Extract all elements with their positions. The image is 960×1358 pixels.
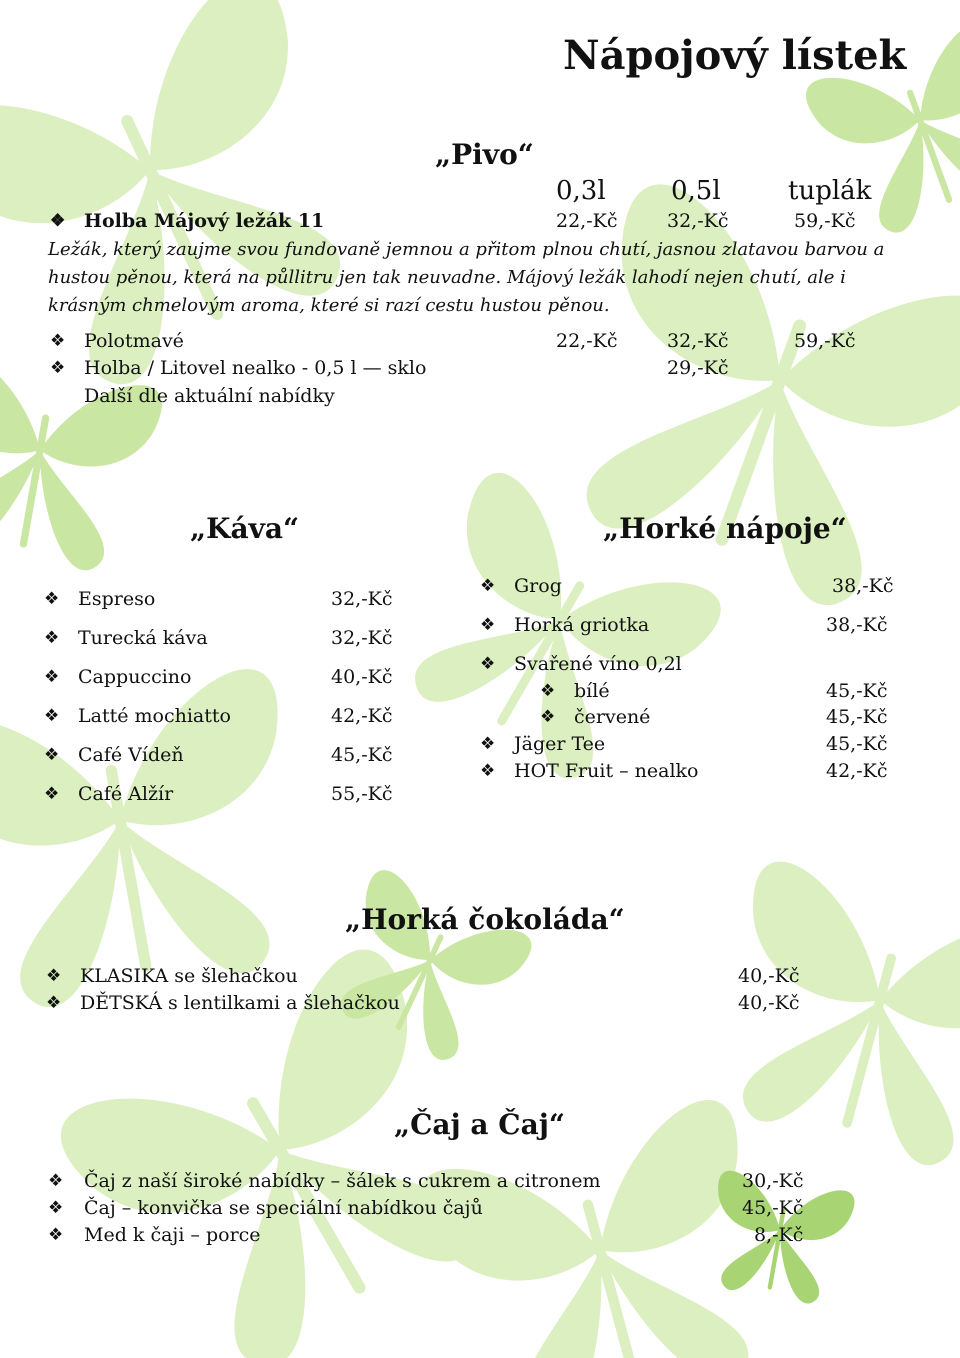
bullet-icon: ❖ (46, 966, 62, 986)
item-price: 40,-Kč (738, 965, 800, 987)
item-price: 45,-Kč (742, 1197, 804, 1219)
pivo-item-name: Holba / Litovel nealko - 0,5 l — sklo (84, 357, 427, 379)
item-price: 30,-Kč (742, 1170, 804, 1192)
bullet-icon: ❖ (44, 784, 60, 804)
section-heading-horke-napoje: „Horké nápoje“ (603, 512, 847, 545)
pivo-item-price-3: 59,-Kč (794, 330, 856, 352)
pivo-item-name: Polotmavé (84, 330, 184, 352)
pivo-main-price-2: 32,-Kč (667, 210, 729, 232)
pivo-item (48, 357, 928, 383)
item-price: 45,-Kč (826, 680, 888, 702)
bullet-icon: ❖ (50, 211, 66, 231)
bullet-icon: ❖ (44, 667, 60, 687)
item-price: 42,-Kč (826, 760, 888, 782)
pivo-description (48, 236, 898, 320)
bullet-icon: ❖ (50, 358, 66, 378)
item-name: Café Alžír (78, 783, 174, 805)
pivo-main-item (48, 210, 928, 236)
description-line: krásným chmelovým aroma, které si razí cestu hustou pěnou. (48, 295, 610, 316)
item-name: KLASIKA se šlehačkou (80, 965, 298, 987)
pivo-main-price-3: 59,-Kč (794, 210, 856, 232)
section-heading-cokolada: „Horká čokoláda“ (345, 903, 625, 936)
item-name: Café Vídeň (78, 744, 184, 766)
bullet-icon: ❖ (480, 761, 496, 781)
bullet-icon: ❖ (44, 745, 60, 765)
item-name: Horká griotka (514, 614, 650, 636)
section-heading-pivo: „Pivo“ (435, 138, 534, 171)
pivo-item-price-1: 22,-Kč (556, 330, 618, 352)
item-name: Jäger Tee (514, 733, 606, 755)
item-name: Svařené víno 0,2l (514, 653, 682, 675)
bullet-icon: ❖ (44, 589, 60, 609)
pivo-item (48, 330, 928, 356)
bullet-icon: ❖ (44, 706, 60, 726)
pivo-main-price-1: 22,-Kč (556, 210, 618, 232)
item-name: Čaj z naší široké nabídky – šálek s cukrem a citronem (84, 1170, 601, 1192)
item-price: 45,-Kč (826, 706, 888, 728)
item-price: 38,-Kč (826, 614, 888, 636)
bullet-icon: ❖ (480, 734, 496, 754)
pivo-col-header-3: tuplák (788, 176, 872, 206)
item-name: HOT Fruit – nealko (514, 760, 699, 782)
bullet-icon: ❖ (48, 1171, 64, 1191)
item-price: 32,-Kč (331, 627, 393, 649)
item-name: Espreso (78, 588, 156, 610)
item-name: Med k čaji – porce (84, 1224, 261, 1246)
pivo-main-name: Holba Májový ležák 11 (84, 210, 325, 232)
item-name: Cappuccino (78, 666, 192, 688)
bullet-icon: ❖ (540, 707, 556, 727)
item-price: 55,-Kč (331, 783, 393, 805)
description-line: hustou pěnou, která na půllitru jen tak neuvadne. Májový ležák lahodí nejen chutí, ale i (48, 267, 846, 288)
bullet-icon: ❖ (46, 993, 62, 1013)
section-heading-caj: „Čaj a Čaj“ (394, 1108, 565, 1141)
pivo-col-header-2: 0,5l (671, 176, 721, 206)
bullet-icon: ❖ (48, 1225, 64, 1245)
description-line: Ležák, který zaujme svou fundovaně jemnou a přitom plnou chutí, jasnou zlatavou barvou a (48, 239, 885, 260)
item-price: 40,-Kč (738, 992, 800, 1014)
bullet-icon: ❖ (44, 628, 60, 648)
item-price: 32,-Kč (331, 588, 393, 610)
item-name: DĚTSKÁ s lentilkami a šlehačkou (80, 992, 400, 1014)
item-name: Grog (514, 575, 562, 597)
item-name: bílé (574, 680, 610, 702)
pivo-col-header-1: 0,3l (556, 176, 606, 206)
section-heading-kava: „Káva“ (190, 512, 300, 545)
item-price: 40,-Kč (331, 666, 393, 688)
bullet-icon: ❖ (480, 654, 496, 674)
item-name: červené (574, 706, 651, 728)
bullet-icon: ❖ (480, 576, 496, 596)
item-name: Latté mochiatto (78, 705, 231, 727)
item-price: 45,-Kč (826, 733, 888, 755)
item-name: Turecká káva (78, 627, 208, 649)
pivo-note: Další dle aktuální nabídky (84, 385, 335, 407)
pivo-item-price-2: 32,-Kč (667, 330, 729, 352)
page-title: Nápojový lístek (563, 32, 907, 79)
item-price: 42,-Kč (331, 705, 393, 727)
bullet-icon: ❖ (48, 1198, 64, 1218)
item-name: Čaj – konvička se speciální nabídkou čajů (84, 1197, 483, 1219)
item-price: 8,-Kč (754, 1224, 804, 1246)
item-price: 38,-Kč (832, 575, 894, 597)
bullet-icon: ❖ (540, 681, 556, 701)
pivo-item-price-2: 29,-Kč (667, 357, 729, 379)
item-price: 45,-Kč (331, 744, 393, 766)
bullet-icon: ❖ (50, 331, 66, 351)
bullet-icon: ❖ (480, 615, 496, 635)
